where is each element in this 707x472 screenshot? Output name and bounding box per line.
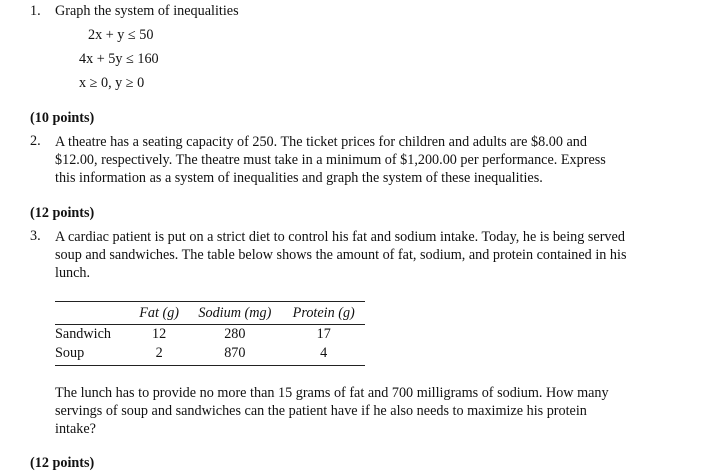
cell-soup-sodium: 870 xyxy=(187,344,282,366)
problem-3-line-3: lunch. xyxy=(55,265,91,281)
problem-2-text xyxy=(55,133,606,187)
cell-sandwich-fat: 12 xyxy=(152,326,167,342)
nutrition-table xyxy=(55,301,365,366)
cell-sandwich-protein: 17 xyxy=(316,326,331,342)
cell-soup-fat: 2 xyxy=(131,344,187,366)
problem-3-text xyxy=(55,228,626,282)
followup-line-2: servings of soup and sandwiches can the patient have if he also needs to maximize his protein xyxy=(55,403,587,419)
row-label-sandwich: Sandwich xyxy=(55,326,111,342)
cell-sandwich-sodium: 280 xyxy=(224,326,246,342)
problem-3-followup xyxy=(55,384,609,438)
problem-2-line-1: A theatre has a seating capacity of 250. The ticket prices for children and adults are $8.00 and xyxy=(55,134,587,150)
followup-line-1: The lunch has to provide no more than 15 grams of fat and 700 milligrams of sodium. How many xyxy=(55,385,609,401)
table-row xyxy=(55,344,365,366)
problem-3-number: 3. xyxy=(30,228,41,244)
problem-2-line-3: this information as a system of inequalities and graph the system of these inequalities. xyxy=(55,170,543,186)
table-header-protein: Protein (g) xyxy=(282,302,365,325)
problem-2-line-2: $12.00, respectively. The theatre must take in a minimum of $1,200.00 per performance. Express xyxy=(55,152,606,168)
inequality-2: 4x + 5y ≤ 160 xyxy=(79,51,159,67)
row-label-soup: Soup xyxy=(55,344,131,366)
next-problem-points-cut: (12 points) xyxy=(30,455,95,471)
table-header-row xyxy=(55,302,365,325)
table-header-empty xyxy=(55,302,131,325)
table-header-sodium: Sodium (mg) xyxy=(187,302,282,325)
problem-2-points: (10 points) xyxy=(30,110,95,126)
table-row xyxy=(55,325,365,345)
inequality-3: x ≥ 0, y ≥ 0 xyxy=(79,75,145,91)
problem-2-number: 2. xyxy=(30,133,41,149)
followup-line-3: intake? xyxy=(55,421,96,437)
table-header-fat: Fat (g) xyxy=(131,302,187,325)
inequality-1: 2x + y ≤ 50 xyxy=(88,27,154,43)
cell-soup-protein: 4 xyxy=(282,344,365,366)
problem-3-line-2: soup and sandwiches. The table below shows the amount of fat, sodium, and protein contained in his xyxy=(55,247,627,263)
problem-1-prompt: Graph the system of inequalities xyxy=(55,3,239,19)
problem-3-points: (12 points) xyxy=(30,205,95,221)
problem-3-line-1: A cardiac patient is put on a strict diet to control his fat and sodium intake. Today, he is being served xyxy=(55,229,625,245)
problem-1-number: 1. xyxy=(30,3,41,19)
